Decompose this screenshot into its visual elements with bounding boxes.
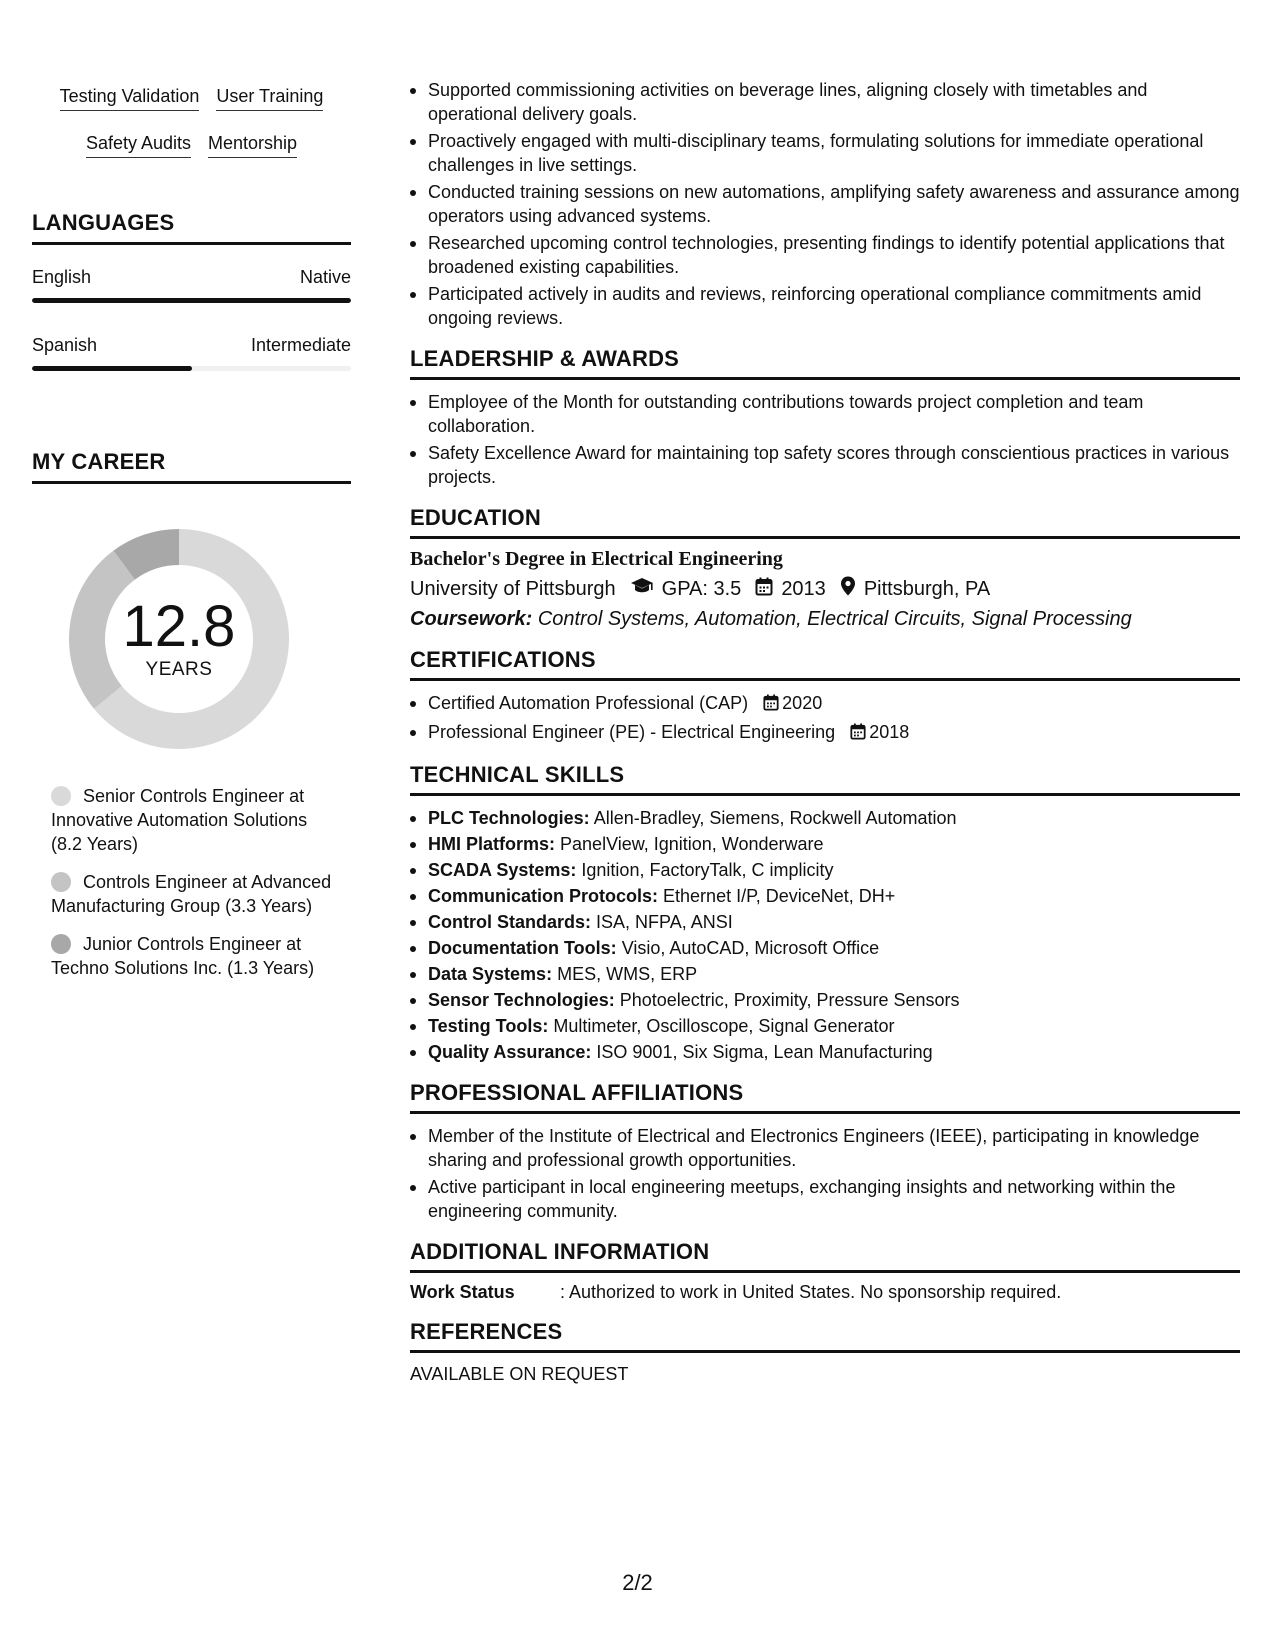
affiliation-item: Active participant in local engineering meetups, exchanging insights and networking within the engineering community.: [428, 1175, 1240, 1223]
skill-label: Quality Assurance:: [428, 1042, 592, 1062]
additional-info-heading: ADDITIONAL INFORMATION: [410, 1239, 1240, 1273]
certification-name: Professional Engineer (PE) - Electrical Engineering: [428, 722, 836, 742]
skill-value: Ignition, FactoryTalk, C implicity: [581, 860, 834, 880]
education-heading: EDUCATION: [410, 505, 1240, 539]
language-level: Native: [299, 267, 351, 287]
skill-item: [428, 806, 1240, 830]
gpa: GPA: 3.5: [661, 577, 742, 600]
certification-year: 2018: [869, 722, 910, 742]
skill-item: [428, 1014, 1240, 1038]
language-row: [32, 267, 351, 288]
language-bar-fill: [32, 298, 351, 303]
skill-item: [428, 832, 1240, 856]
work-status-value: : Authorized to work in United States. No sponsorship required.: [560, 1282, 1062, 1302]
skill-item: [428, 962, 1240, 986]
leadership-section: [410, 346, 1240, 489]
career-role-item: [51, 932, 341, 980]
certification-item: [428, 720, 1240, 746]
calendar-icon: [850, 722, 866, 746]
skill-value: Visio, AutoCAD, Microsoft Office: [621, 938, 880, 958]
experience-bullet: Researched upcoming control technologies, presenting findings to identify potential applications that broadened existing capabilities.: [428, 231, 1240, 279]
skill-item: [428, 936, 1240, 960]
certifications-list: [410, 691, 1240, 746]
skill-label: HMI Platforms:: [428, 834, 556, 854]
skill-tags: [32, 82, 351, 158]
affiliation-item: Member of the Institute of Electrical and Electronics Engineers (IEEE), participating in knowledge sharing and professional growth opportunities.: [428, 1124, 1240, 1172]
certification-name: Certified Automation Professional (CAP): [428, 693, 749, 713]
skill-label: PLC Technologies:: [428, 808, 590, 828]
skill-label: Testing Tools:: [428, 1016, 549, 1036]
skill-value: ISA, NFPA, ANSI: [596, 912, 733, 932]
language-level: Intermediate: [250, 335, 351, 355]
legend-dot: [51, 934, 71, 954]
career-total-years: 12.8: [122, 594, 236, 659]
calendar-icon: [755, 577, 773, 602]
references-text: AVAILABLE ON REQUEST: [410, 1364, 629, 1384]
work-status-label: Work Status: [410, 1282, 515, 1302]
skill-value: Ethernet I/P, DeviceNet, DH+: [663, 886, 896, 906]
skill-item: [428, 1040, 1240, 1064]
skill-label: Communication Protocols:: [428, 886, 659, 906]
skill-tag: Testing Validation: [60, 86, 200, 111]
degree-title: Bachelor's Degree in Electrical Engineering: [410, 548, 783, 570]
experience-bullet: Conducted training sessions on new automations, amplifying safety awareness and assurance among operators using advanced systems.: [428, 182, 1240, 226]
skill-tag: Safety Audits: [86, 133, 191, 158]
certification-year: 2020: [782, 693, 823, 713]
skill-value: MES, WMS, ERP: [557, 964, 698, 984]
skill-value: Allen-Bradley, Siemens, Rockwell Automation: [593, 808, 957, 828]
page-number: 2/2: [622, 1570, 653, 1595]
certifications-section: [410, 647, 1240, 746]
map-pin-icon: [840, 576, 856, 602]
languages-heading: LANGUAGES: [32, 210, 351, 245]
skill-label: Documentation Tools:: [428, 938, 617, 958]
career-role-text: Junior Controls Engineer at Techno Solutions Inc. (1.3 Years): [51, 934, 315, 978]
skill-item: [428, 884, 1240, 908]
language-row: [32, 335, 351, 356]
graduation-year: 2013: [781, 577, 826, 600]
leadership-list: [410, 390, 1240, 489]
work-status-row: [410, 1282, 1240, 1303]
career-section: [32, 449, 351, 980]
left-column: [32, 82, 351, 994]
legend-dot: [51, 872, 71, 892]
skill-tag: Mentorship: [208, 133, 297, 158]
career-role-list: [51, 784, 341, 980]
language-bar-fill: [32, 366, 192, 371]
additional-info-section: [410, 1239, 1240, 1303]
experience-bullet: Participated actively in audits and reviews, reinforcing operational compliance commitments amid ongoing reviews.: [428, 282, 1240, 330]
skill-item: [428, 988, 1240, 1012]
career-role-text: Controls Engineer at Advanced Manufacturing Group (3.3 Years): [51, 872, 332, 916]
calendar-icon: [763, 693, 779, 717]
education-section: [410, 505, 1240, 631]
references-section: [410, 1319, 1240, 1385]
skill-value: ISO 9001, Six Sigma, Lean Manufacturing: [596, 1042, 933, 1062]
certifications-heading: CERTIFICATIONS: [410, 647, 1240, 681]
language-bar: [32, 366, 351, 371]
experience-bullet: Proactively engaged with multi-disciplinary teams, formulating solutions for immediate operational challenges in live settings.: [428, 129, 1240, 177]
skill-tag: User Training: [216, 86, 323, 111]
experience-bullet: Supported commissioning activities on beverage lines, aligning closely with timetables and operational delivery goals.: [428, 78, 1240, 126]
certification-date: [763, 693, 822, 713]
languages-section: [32, 210, 351, 371]
language-name: English: [32, 267, 92, 287]
references-heading: REFERENCES: [410, 1319, 1240, 1353]
career-role-text: Senior Controls Engineer at Innovative Automation Solutions (8.2 Years): [51, 786, 308, 854]
experience-bullets: [410, 78, 1240, 330]
technical-skills-heading: TECHNICAL SKILLS: [410, 762, 1240, 796]
skill-label: Data Systems:: [428, 964, 553, 984]
career-donut-chart: [66, 526, 292, 752]
career-years-unit: YEARS: [145, 659, 213, 680]
skill-item: [428, 858, 1240, 882]
skill-label: Control Standards:: [428, 912, 592, 932]
skill-value: PanelView, Ignition, Wonderware: [560, 834, 824, 854]
leadership-heading: LEADERSHIP & AWARDS: [410, 346, 1240, 380]
language-bar: [32, 298, 351, 303]
skill-item: [428, 910, 1240, 934]
skill-label: Sensor Technologies:: [428, 990, 615, 1010]
coursework: [410, 608, 1240, 631]
affiliations-list: [410, 1124, 1240, 1223]
award-item: Employee of the Month for outstanding contributions towards project completion and team collaboration.: [428, 390, 1240, 438]
school-name: University of Pittsburgh: [410, 577, 616, 600]
technical-skills-list: [410, 806, 1240, 1064]
career-role-item: [51, 784, 341, 856]
career-heading: MY CAREER: [32, 449, 351, 484]
language-name: Spanish: [32, 335, 98, 355]
award-item: Safety Excellence Award for maintaining top safety scores through conscientious practices in various projects.: [428, 441, 1240, 489]
certification-item: [428, 691, 1240, 717]
affiliations-heading: PROFESSIONAL AFFILIATIONS: [410, 1080, 1240, 1114]
affiliations-section: [410, 1080, 1240, 1223]
coursework-label: Coursework:: [410, 608, 533, 630]
school-location: Pittsburgh, PA: [863, 577, 991, 600]
career-role-item: [51, 870, 341, 918]
right-column: [410, 78, 1240, 1385]
technical-skills-section: [410, 762, 1240, 1064]
legend-dot: [51, 786, 71, 806]
graduation-cap-icon: [630, 577, 654, 601]
certification-date: [850, 722, 909, 742]
education-details: [410, 576, 1240, 602]
skill-value: Multimeter, Oscilloscope, Signal Generator: [553, 1016, 895, 1036]
donut-center: [66, 526, 292, 752]
skill-label: SCADA Systems:: [428, 860, 577, 880]
skill-value: Photoelectric, Proximity, Pressure Sensors: [619, 990, 960, 1010]
coursework-list: Control Systems, Automation, Electrical Circuits, Signal Processing: [537, 608, 1132, 630]
